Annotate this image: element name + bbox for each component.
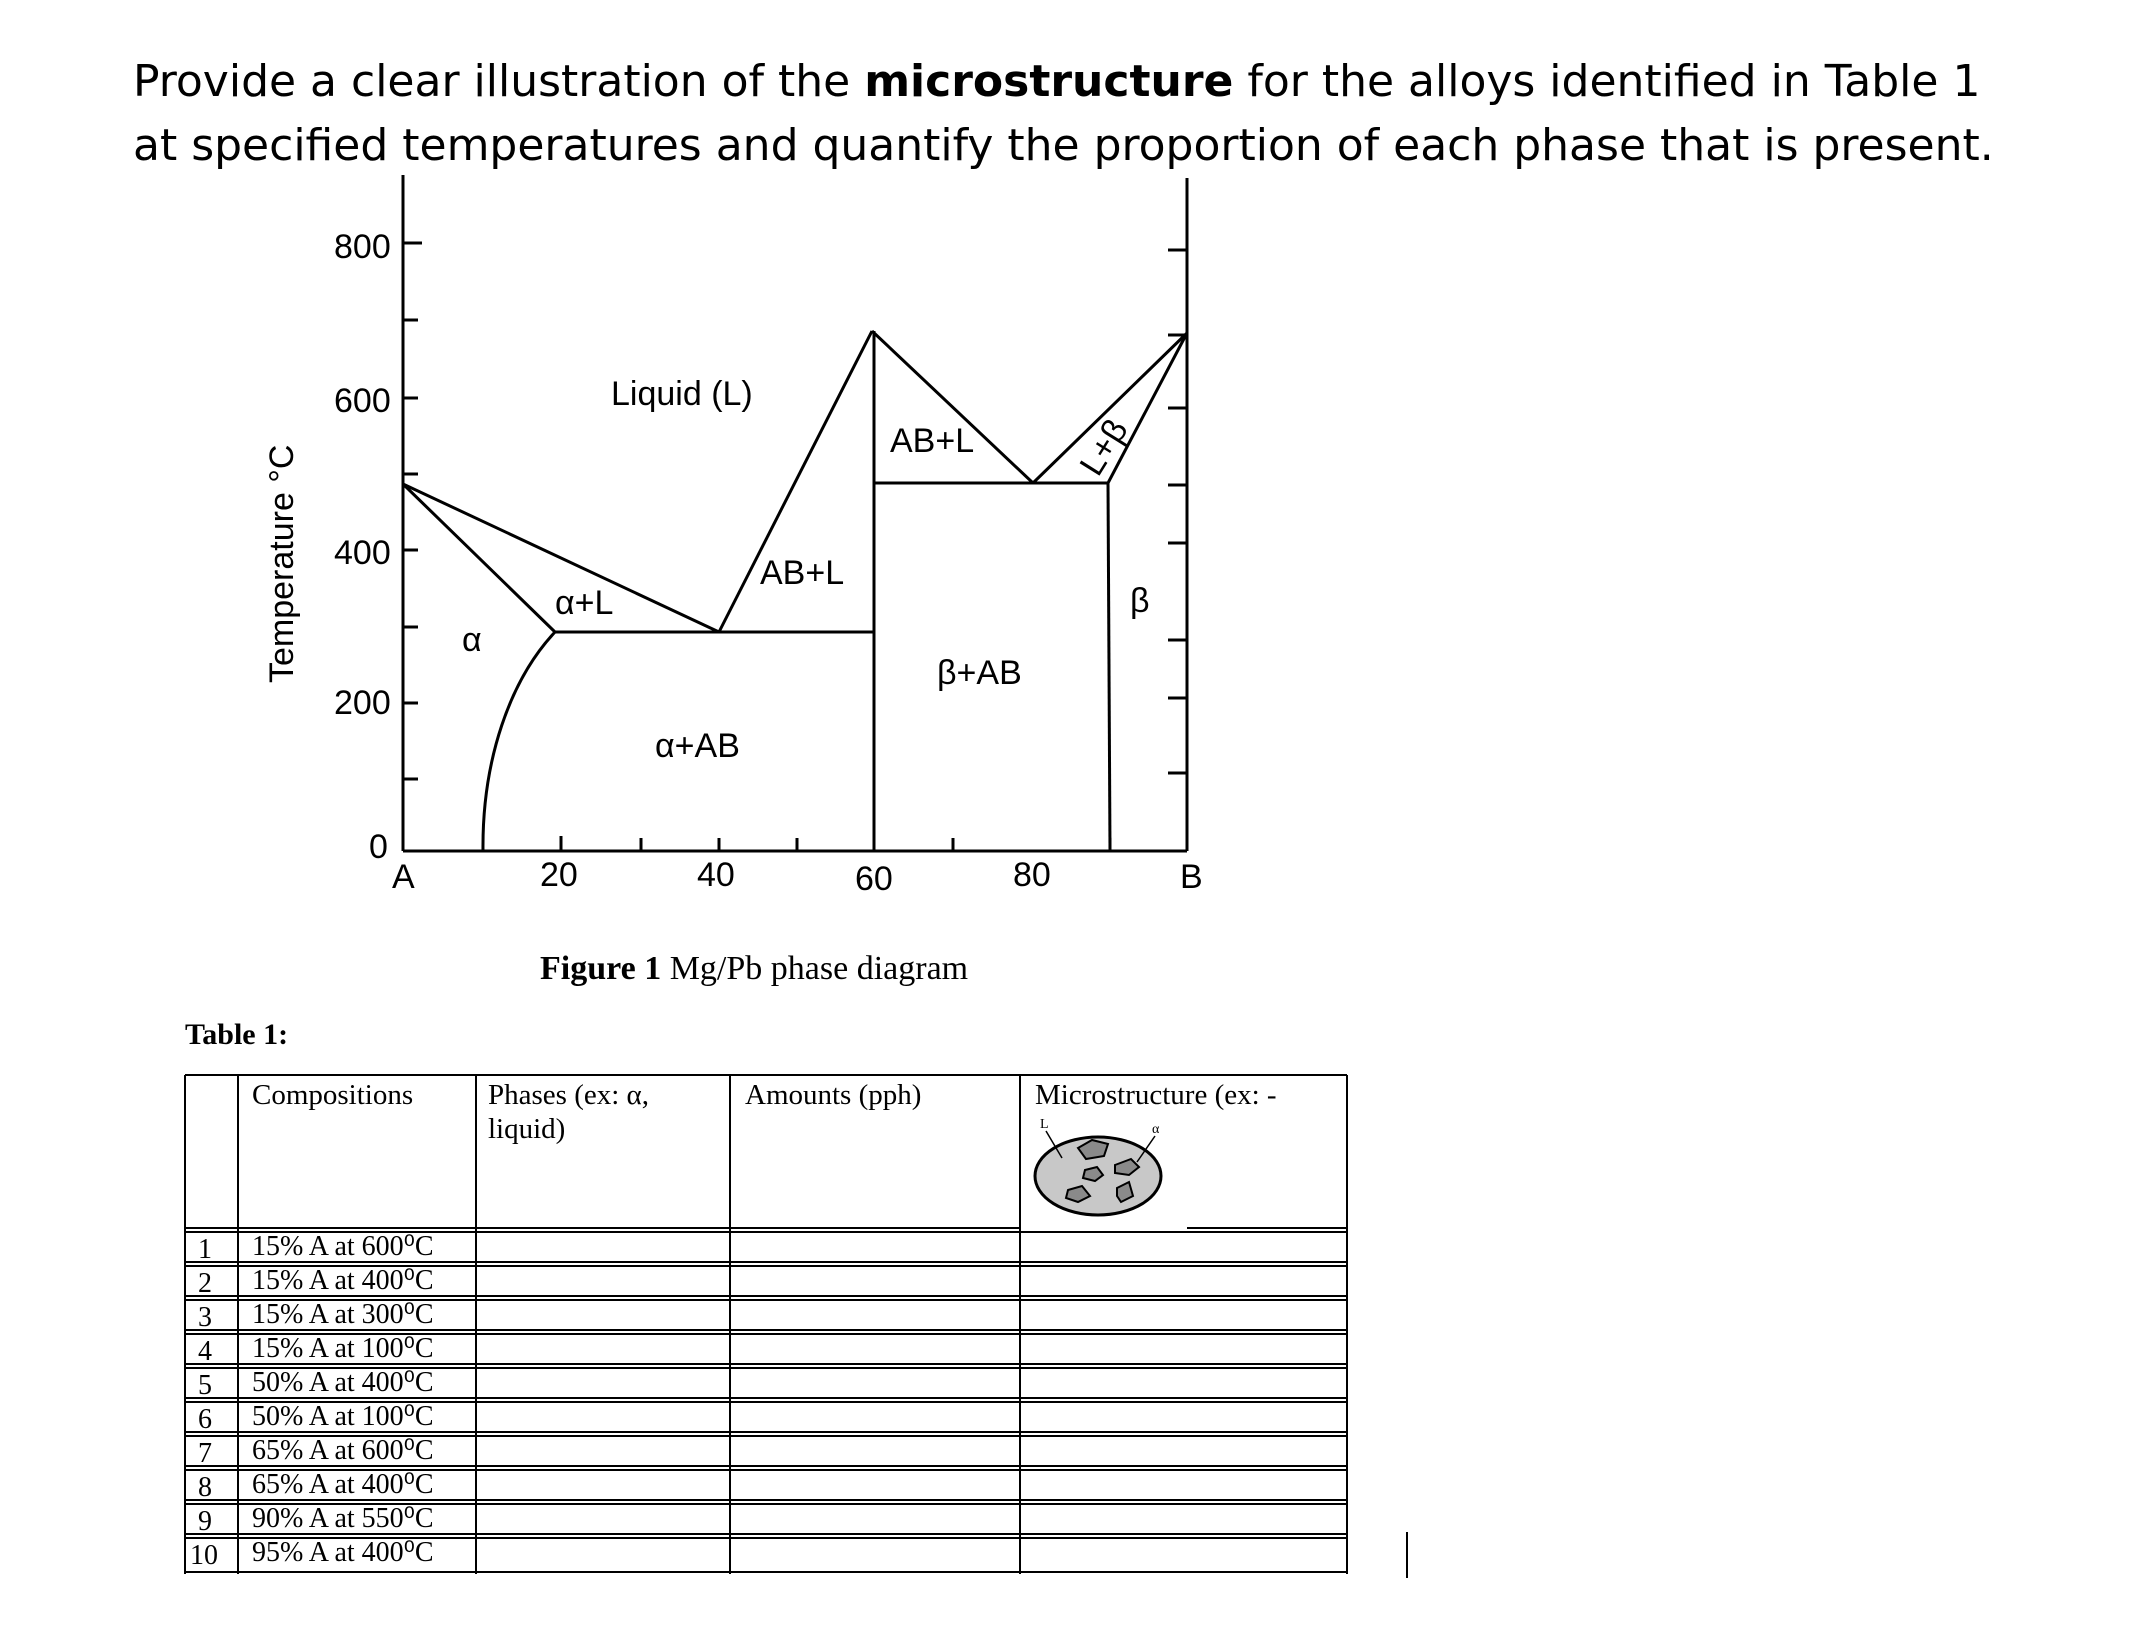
y-axis-label: Temperature °C	[263, 444, 301, 683]
example-label-alpha: α	[1152, 1122, 1160, 1137]
liquidus-ab-right	[872, 331, 1033, 483]
figure-caption-text: Mg/Pb phase diagram	[661, 950, 969, 987]
x-tick-20: 20	[540, 856, 578, 894]
example-microstructure-sketch	[1035, 1117, 1161, 1215]
row-number: 10	[190, 1540, 218, 1571]
figure-caption	[540, 950, 968, 988]
header-microstructure: Microstructure (ex: -	[1035, 1079, 1277, 1111]
row-number: 2	[198, 1268, 212, 1299]
y-tick-0: 0	[369, 828, 388, 866]
prompt-text-start: Provide a clear illustration of the	[133, 56, 865, 107]
row-number: 1	[198, 1234, 212, 1265]
region-beta-ab: β+AB	[937, 654, 1022, 692]
x-tick-b: B	[1180, 858, 1203, 896]
row-number: 7	[198, 1438, 212, 1469]
y-tick-600: 600	[334, 382, 391, 420]
row-composition: 65% A at 400⁰C	[252, 1469, 434, 1500]
row-number: 9	[198, 1506, 212, 1537]
header-phases: Phases (ex: α, liquid)	[488, 1079, 649, 1145]
x-tick-80: 80	[1013, 856, 1051, 894]
row-composition: 15% A at 600⁰C	[252, 1231, 434, 1262]
region-l-beta: L+β	[1072, 412, 1136, 483]
left-ticks	[403, 243, 422, 779]
bottom-ticks	[561, 836, 1110, 851]
right-ticks	[1168, 250, 1187, 773]
row-composition: 90% A at 550⁰C	[252, 1503, 434, 1534]
row-composition: 50% A at 100⁰C	[252, 1401, 434, 1432]
row-composition: 50% A at 400⁰C	[252, 1367, 434, 1398]
example-label-liquid: L	[1040, 1117, 1049, 1132]
y-tick-400: 400	[334, 534, 391, 572]
row-number: 5	[198, 1370, 212, 1401]
row-composition: 95% A at 400⁰C	[252, 1537, 434, 1568]
prompt-bold-word: microstructure	[864, 56, 1234, 107]
region-liquid: Liquid (L)	[611, 375, 753, 413]
y-tick-800: 800	[334, 228, 391, 266]
solidus-alpha	[403, 484, 555, 632]
x-tick-40: 40	[697, 856, 735, 894]
row-composition: 65% A at 600⁰C	[252, 1435, 434, 1466]
x-tick-60: 60	[855, 860, 893, 898]
row-number: 4	[198, 1336, 212, 1367]
text-cursor	[1406, 1532, 1408, 1578]
prompt-text-end: for the alloys identified in Table 1 at specified temperatures and quantify the proportion of each phase that is present.	[133, 56, 1994, 171]
row-number: 3	[198, 1302, 212, 1333]
header-compositions: Compositions	[252, 1079, 414, 1111]
y-tick-200: 200	[334, 684, 391, 722]
figure-caption-number: Figure 1	[540, 950, 662, 987]
beta-solvus	[1108, 483, 1110, 851]
row-number: 8	[198, 1472, 212, 1503]
x-tick-a: A	[392, 858, 415, 896]
region-alpha: α	[462, 621, 482, 659]
region-beta: β	[1130, 582, 1150, 620]
alpha-solvus	[483, 632, 555, 851]
header-amounts: Amounts (pph)	[745, 1079, 922, 1111]
region-ab-l-upper: AB+L	[890, 422, 975, 460]
row-number: 6	[198, 1404, 212, 1435]
row-composition: 15% A at 100⁰C	[252, 1333, 434, 1364]
row-composition: 15% A at 400⁰C	[252, 1265, 434, 1296]
region-alpha-ab: α+AB	[655, 727, 740, 765]
row-composition: 15% A at 300⁰C	[252, 1299, 434, 1330]
region-alpha-l: α+L	[555, 584, 614, 622]
region-ab-l-lower: AB+L	[760, 554, 845, 592]
table-title: Table 1:	[185, 1018, 289, 1051]
